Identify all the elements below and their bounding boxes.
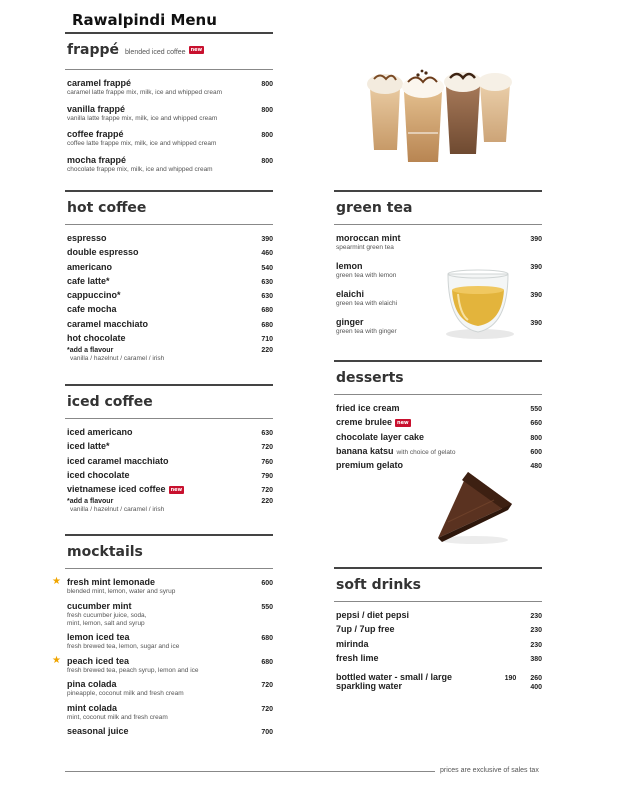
item-name: iced caramel macchiato [67,455,169,466]
section-divider [334,567,542,569]
section-divider [65,32,273,34]
item-description: caramel latte frappe mix, milk, ice and whipped cream [67,89,222,96]
menu-item [65,129,273,155]
item-name: mocha frappé [67,154,127,165]
menu-item [334,653,542,667]
menu-item [65,470,273,484]
section-underline [65,568,273,569]
menu-item [65,601,273,633]
item-name: fresh lime [336,652,379,663]
item-name: caramel macchiato [67,318,149,329]
section-heading [67,41,273,62]
item-name: elaichi [336,289,365,299]
item-name: americano [67,261,113,272]
item-description: green tea with ginger [336,328,397,335]
item-price: 680 [261,658,273,666]
item-price: 630 [261,430,273,437]
item-name: ginger [336,317,364,327]
menu-list [52,576,273,740]
item-description: green tea with elaichi [336,300,398,307]
item-price: 800 [261,106,273,114]
item-name: double espresso [67,247,139,258]
new-badge: new [190,47,203,53]
item-description: mint, lemon, salt and syrup [67,619,145,627]
item-description: spearmint green tea [336,244,394,251]
item-name [336,417,411,427]
item-price: 390 [530,292,542,299]
item-price: 390 [530,236,542,243]
item-name: caramel frappé [67,78,132,88]
new-badge: new [397,419,409,426]
item-name: bottled water - small / large [336,672,453,683]
item-name: mirinda [336,638,369,649]
section-title: mocktails [67,544,143,560]
menu-item [52,576,273,601]
item-name: fresh mint lemonade [67,577,156,587]
section-iced-coffee [65,384,273,514]
section-frappe [65,32,273,180]
menu-item [65,247,273,261]
item-description: pineapple, coconut milk and fresh cream [67,690,184,697]
frappe-glasses-image [362,62,542,166]
item-price: 220 [261,347,273,355]
item-price: 700 [261,729,273,736]
section-desserts [334,360,542,474]
item-name: fried ice cream [336,403,400,413]
item-name [336,446,455,456]
item-price-small: 190 [504,675,517,683]
section-underline [65,418,273,419]
menu-item [65,276,273,290]
menu-item [52,654,273,680]
menu-item [65,679,273,703]
item-price: 660 [530,420,542,428]
item-price: 460 [261,250,273,258]
item-price: 220 [261,498,273,506]
item-price: 720 [261,682,273,689]
item-description: vanilla latte frappe mix, milk, ice and whipped cream [67,114,218,122]
item-price: 390 [261,236,273,243]
menu-item [65,78,273,104]
menu-list [334,403,542,474]
item-price: 230 [530,641,542,649]
menu-item [65,484,273,498]
item-description: fresh brewed tea, peach syrup, lemon and ice [67,666,199,674]
menu-list [334,610,542,696]
item-price: 550 [261,603,273,611]
item-name: espresso [67,233,107,243]
section-title: hot coffee [67,200,147,216]
section-hot-coffee [65,190,273,363]
menu-item [65,333,273,347]
item-price: 400 [530,684,542,692]
item-price: 630 [261,278,273,286]
section-subtitle: blended iced coffee [124,49,186,56]
flavour-title: *add a flavour [67,347,114,355]
item-price: 480 [530,463,542,471]
item-name: iced chocolate [67,469,130,480]
item-price: 800 [530,434,542,442]
menu-item [334,681,542,695]
item-name: lemon [336,261,363,271]
item-price: 260 [530,675,542,683]
item-description: fresh cucumber juice, soda, [67,611,147,619]
section-underline [334,224,542,225]
menu-list [65,78,273,180]
item-description: coffee latte frappe mix, milk, ice and whipped cream [67,140,217,147]
item-description: chocolate frappe mix, milk, ice and whipped cream [67,165,213,173]
section-title: green tea [336,200,413,216]
item-price: 390 [530,264,542,271]
item-price: 230 [530,627,542,635]
item-price: 600 [530,448,542,456]
item-name: premium gelato [336,460,404,471]
menu-item [65,290,273,304]
item-price: 390 [530,320,542,327]
footer-divider [65,771,435,772]
section-soft-drinks [334,567,542,696]
menu-item [65,104,273,130]
item-description: blended mint, lemon, water and syrup [67,588,176,595]
flavour-title: *add a flavour [67,498,114,506]
item-name: iced latte* [67,441,110,452]
new-badge: new [170,486,183,493]
item-name: cafe mocha [67,304,117,315]
menu-list [65,427,273,514]
section-divider [334,190,542,192]
section-underline [334,601,542,602]
menu-item [65,233,273,247]
item-name: cappuccino* [67,290,121,301]
item-price: 550 [530,406,542,413]
section-divider [65,190,273,192]
menu-item [65,319,273,333]
item-price: 680 [261,307,273,315]
item-name: moroccan mint [336,233,401,243]
star-icon: ★ [52,576,61,587]
item-name-text: vietnamese iced coffee [67,484,166,495]
section-divider [334,360,542,362]
item-name: pepsi / diet pepsi [336,610,410,620]
item-name: sparkling water [336,681,403,692]
section-underline [65,69,273,70]
item-name: seasonal juice [67,726,129,736]
item-name: cucumber mint [67,600,132,611]
item-price: 720 [261,705,273,713]
item-price: 380 [530,655,542,663]
menu-list [65,233,273,363]
item-price: 720 [261,487,273,495]
menu-item [334,624,542,638]
item-price: 800 [261,157,273,165]
menu-item [65,456,273,470]
section-underline [334,394,542,395]
item-price: 790 [261,472,273,480]
menu-item [334,639,542,653]
menu-item [334,233,542,261]
item-name: lemon iced tea [67,632,130,642]
footer-note: prices are exclusive of sales tax [440,767,539,774]
item-name: cafe latte* [67,275,110,286]
flavour-options: vanilla / hazelnut / caramel / irish [70,506,165,514]
page-title: Rawalpindi Menu [72,11,217,29]
menu-item [334,446,542,460]
menu-item [334,667,542,681]
item-price: 630 [261,293,273,301]
item-price: 710 [261,336,273,344]
section-divider [65,384,273,386]
item-name-text: banana katsu [336,445,394,456]
flavour-addon [65,498,273,514]
item-description: fresh brewed tea, lemon, sugar and ice [67,643,180,650]
star-icon: ★ [52,654,61,666]
item-price: 540 [261,264,273,272]
item-name: peach iced tea [67,655,130,666]
item-name: coffee frappé [67,129,124,139]
item-name [67,484,184,494]
item-price: 720 [261,444,273,452]
item-price: 680 [261,321,273,329]
item-name-text: creme brulee [336,417,393,428]
menu-item [65,304,273,318]
menu-item [334,610,542,624]
item-price: 760 [261,458,273,466]
item-description: green tea with lemon [336,272,397,279]
flavour-addon [65,347,273,363]
item-description: mint, coconut milk and fresh cream [67,713,168,721]
section-underline [65,224,273,225]
item-name: iced americano [67,427,133,437]
menu-item [65,703,273,727]
item-name: vanilla frappé [67,103,126,114]
menu-item [334,403,542,417]
section-divider [65,534,273,536]
item-price: 230 [530,613,542,620]
flavour-options: vanilla / hazelnut / caramel / irish [70,355,165,363]
menu-item [65,726,273,740]
item-note: with choice of gelato [396,448,456,456]
section-title: iced coffee [67,394,153,410]
menu-item [334,432,542,446]
section-title: desserts [336,370,404,386]
item-price: 800 [261,132,273,139]
item-name: pina colada [67,679,117,689]
menu-item [334,417,542,431]
item-name: 7up / 7up free [336,624,395,635]
item-name: mint colada [67,702,118,713]
section-title: soft drinks [336,577,421,593]
section-title: frappé [67,42,119,58]
item-name: hot chocolate [67,333,126,344]
section-mocktails [52,534,273,740]
menu-item [65,262,273,276]
menu-item [65,441,273,455]
menu-item [65,155,273,181]
menu-item [65,632,273,656]
item-name: chocolate layer cake [336,431,425,442]
item-price: 680 [261,635,273,642]
item-price: 800 [261,81,273,88]
menu-item [65,427,273,441]
item-price: 600 [261,580,273,587]
tea-glass-image [444,268,522,344]
cake-slice-image [434,470,518,546]
